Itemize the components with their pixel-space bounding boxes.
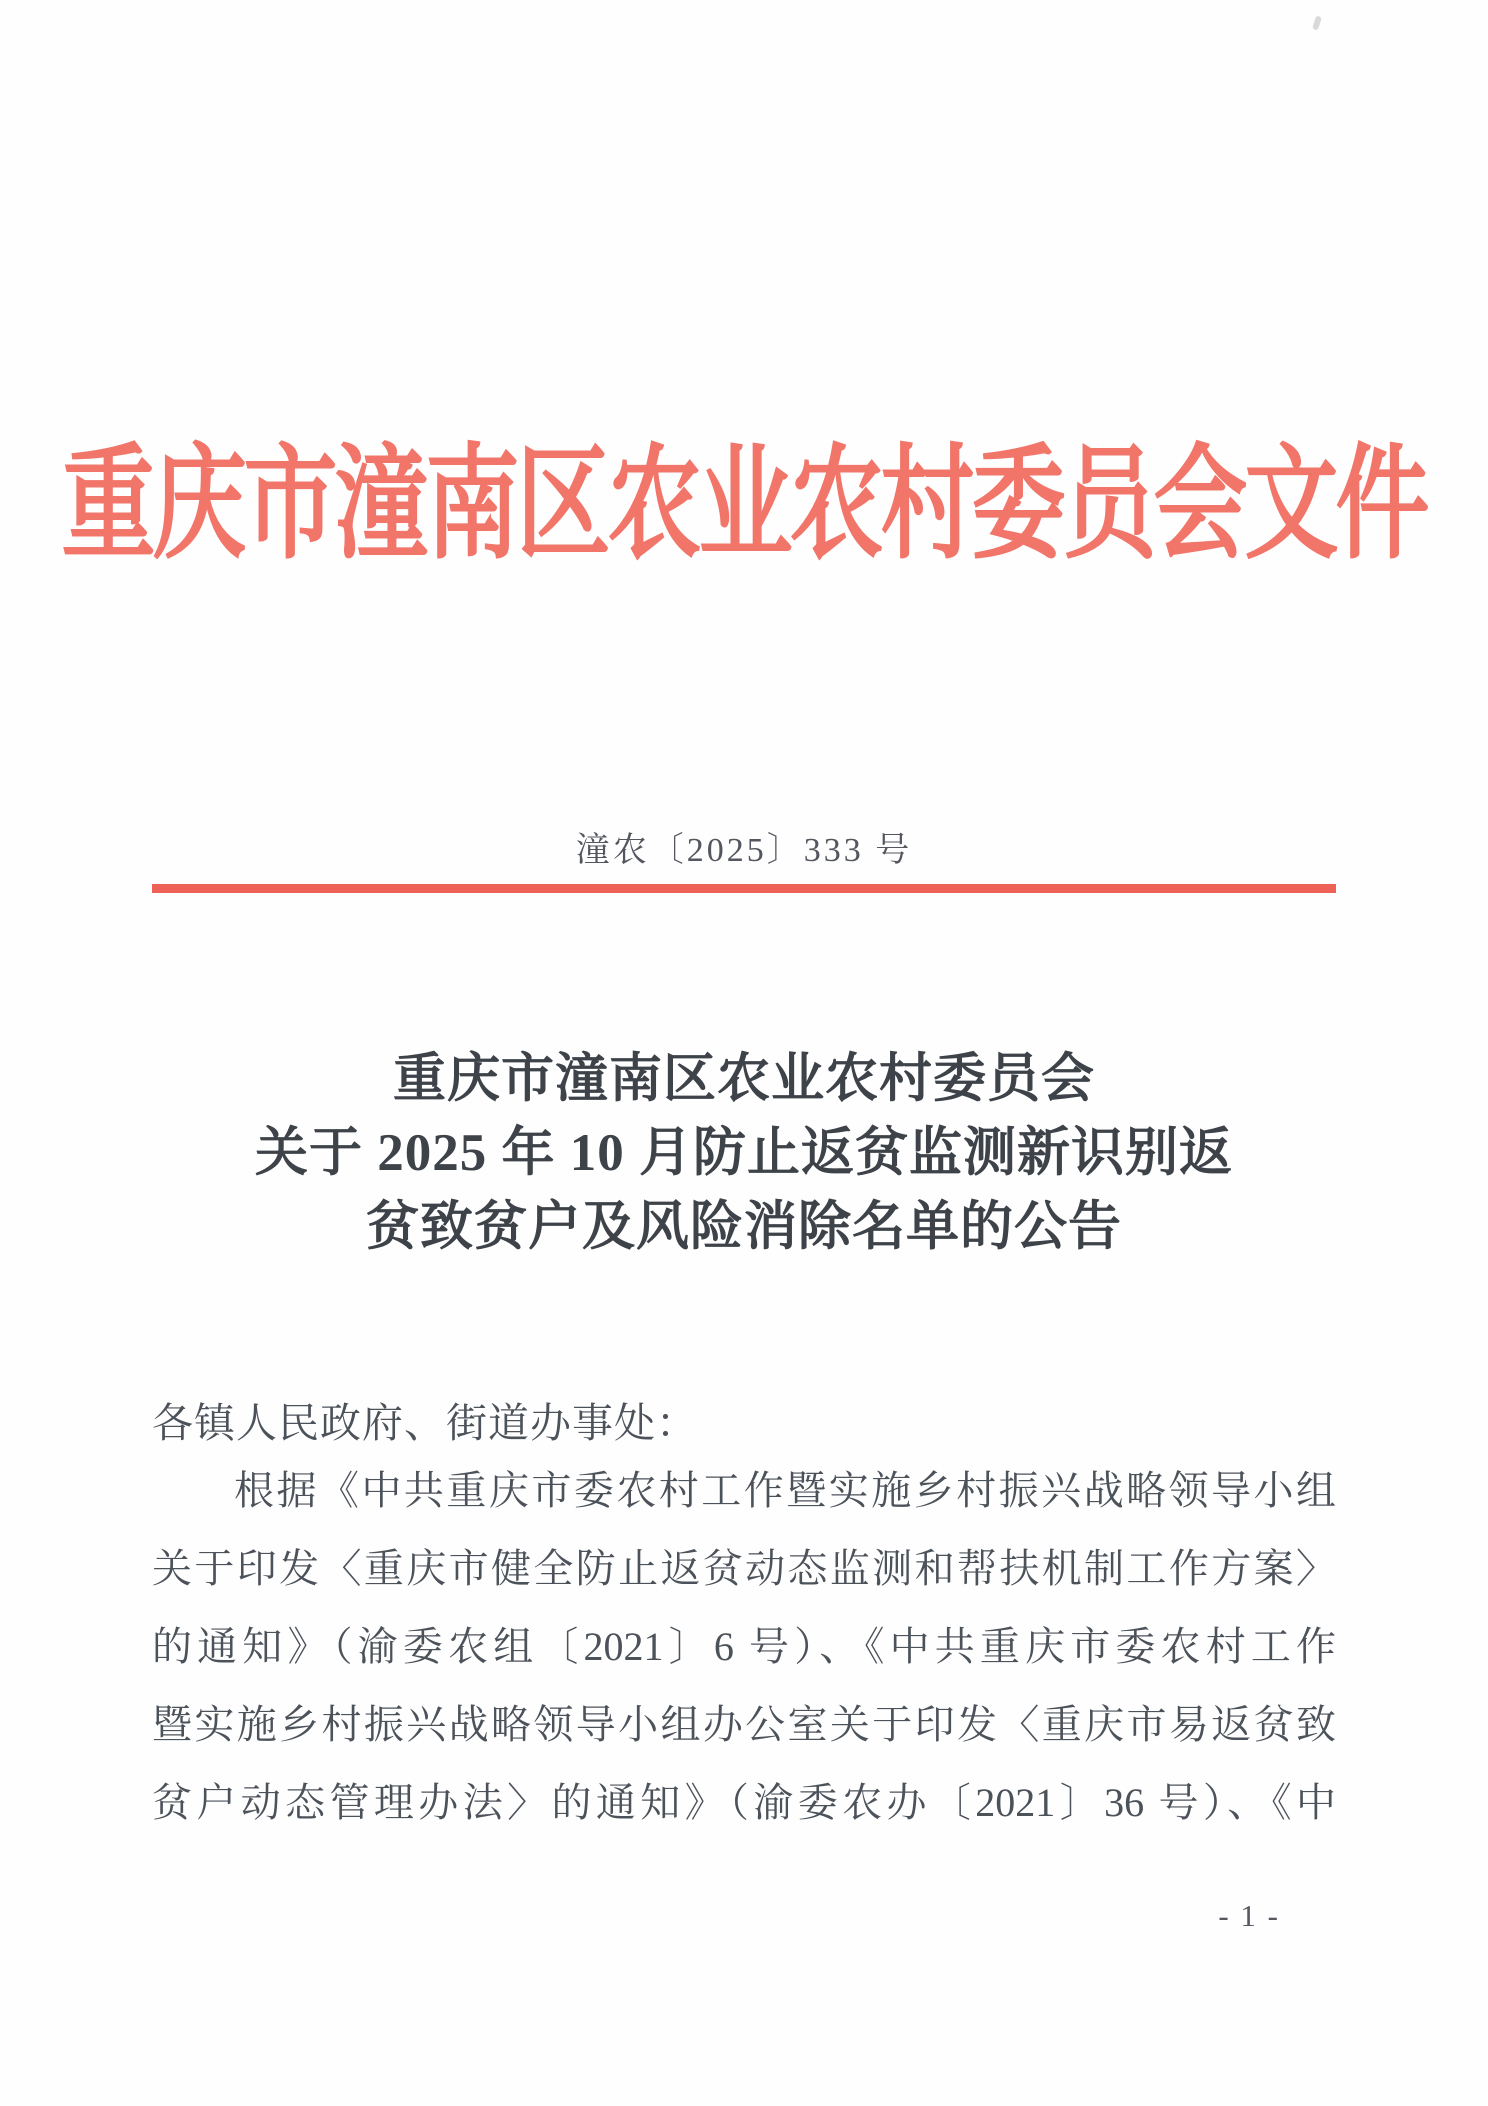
document-title-line-3: 贫致贫户及风险消除名单的公告 <box>366 1198 1122 1256</box>
document-title-line-1: 重庆市潼南区农业农村委员会 <box>393 1050 1095 1108</box>
document-title <box>0 1042 1488 1264</box>
agency-masthead: 重庆市潼南区农业农村委员会文件 <box>61 437 1427 575</box>
body-paragraph <box>152 1452 1336 1842</box>
body-line: 关于印发〈重庆市健全防止返贫动态监测和帮扶机制工作方案〉 <box>152 1546 1336 1591</box>
salutation-line: 各镇人民政府、街道办事处： <box>152 1400 698 1446</box>
red-divider-rule <box>152 884 1336 893</box>
body-line: 贫户动态管理办法〉的通知》（渝委农办〔2021〕36 号）、《中 <box>152 1780 1336 1825</box>
document-number: 潼农〔2025〕333 号 <box>575 832 913 869</box>
document-title-line-2: 关于 2025 年 10 月防止返贫监测新识别返 <box>255 1124 1233 1182</box>
page-number: - 1 - <box>1218 1898 1280 1933</box>
body-line: 的通知》（渝委农组〔2021〕6 号）、《中共重庆市委农村工作 <box>152 1624 1336 1669</box>
scan-artifact <box>1312 15 1322 30</box>
body-line: 根据《中共重庆市委农村工作暨实施乡村振兴战略领导小组 <box>234 1468 1336 1513</box>
body-line: 暨实施乡村振兴战略领导小组办公室关于印发〈重庆市易返贫致 <box>152 1702 1336 1747</box>
